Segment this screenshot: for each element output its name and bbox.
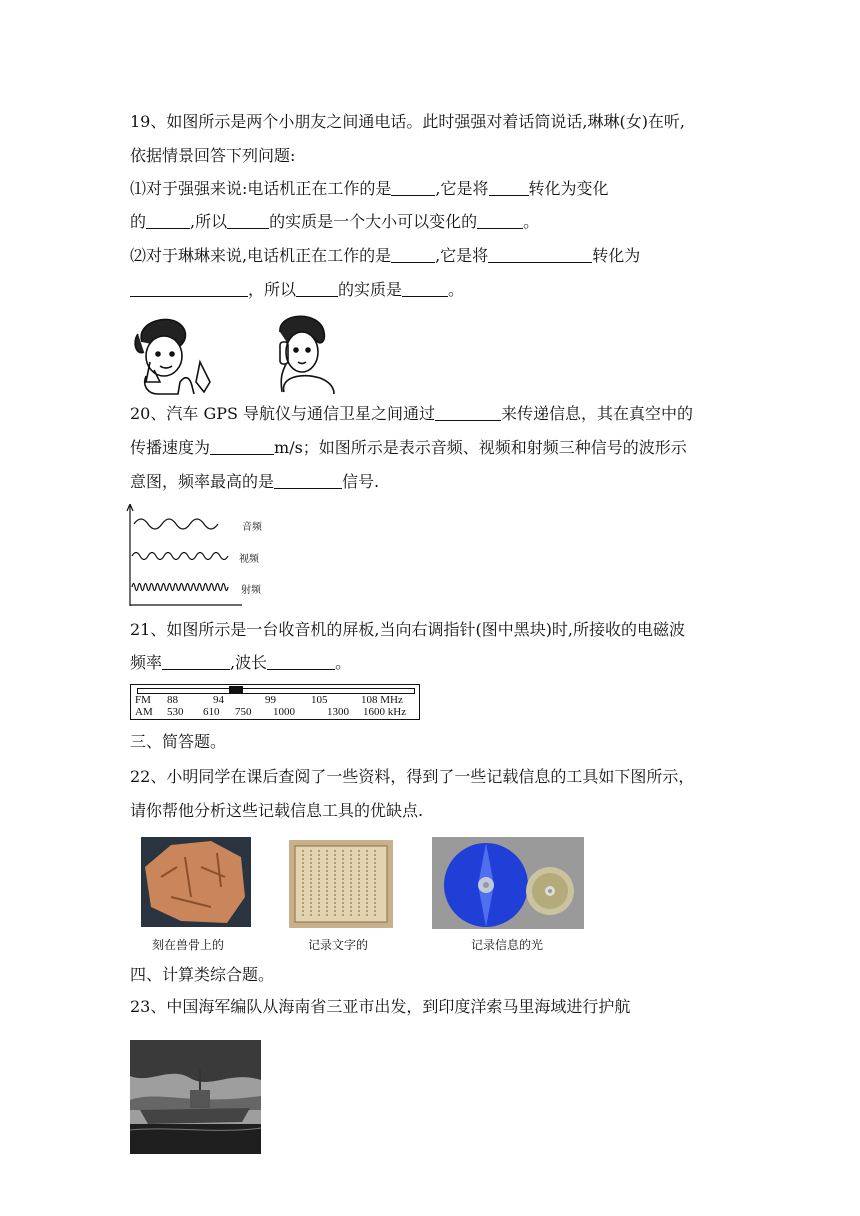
section-4-heading: 四、计算类综合题。 — [130, 965, 275, 984]
answer-blank[interactable] — [162, 653, 230, 670]
answer-blank[interactable] — [267, 653, 335, 670]
caption-text-record: 记录文字的 — [308, 938, 369, 952]
q22-line-1: 22、小明同学在课后查阅了一些资料，得到了一些记载信息的工具如下图所示， — [130, 767, 695, 786]
q21-line-2: 频率 ,波长 。 — [130, 653, 352, 672]
children-phone-illustration — [130, 312, 340, 396]
radio-tuner-panel: FM 88 94 99 105 108 MHz AM 530 610 750 1000 1300 1600 kHz — [130, 684, 420, 720]
video-label: 视频 — [239, 554, 259, 565]
answer-blank[interactable] — [391, 246, 435, 263]
audio-label: 音频 — [242, 522, 262, 533]
answer-blank[interactable] — [477, 212, 523, 229]
video-wave — [132, 553, 228, 560]
optical-disc-image — [432, 837, 584, 929]
caption-oracle-bone: 刻在兽骨上的 — [152, 938, 225, 952]
q20-line-2: 传播速度为 m/s；如图所示是表示音频、视频和射频三种信号的波形示 — [130, 438, 687, 457]
oracle-bone-image — [141, 837, 251, 927]
q19-line-4: 的 ,所以 的实质是一个大小可以变化的 。 — [130, 212, 540, 231]
q19-line-5: ⑵对于琳琳来说,电话机正在工作的是 ,它是将 转化为 — [130, 246, 641, 265]
audio-wave — [134, 519, 218, 529]
q21-line-1: 21、如图所示是一台收音机的屏板,当向右调指针(图中黑块)时,所接收的电磁波 — [130, 620, 686, 639]
q19-line-6: ，所以 的实质是 。 — [130, 279, 464, 301]
q19-line-1: 19、如图所示是两个小朋友之间通电话。此时强强对着话筒说话,琳琳(女)在听, — [130, 112, 686, 131]
section-3-heading: 三、简答题。 — [130, 732, 227, 751]
answer-blank[interactable] — [391, 179, 435, 196]
q19-line-2: 依据情景回答下列问题: — [130, 146, 296, 165]
caption-optical-disc: 记录信息的光 — [471, 938, 544, 952]
answer-blank[interactable] — [488, 246, 592, 263]
answer-blank[interactable] — [435, 404, 501, 421]
q22-line-2: 请你帮他分析这些记载信息工具的优缺点. — [130, 801, 424, 820]
answer-blank[interactable] — [489, 179, 529, 196]
tuner-pointer[interactable] — [229, 686, 243, 693]
radio-label: 射频 — [241, 585, 261, 596]
q23-line-1: 23、中国海军编队从海南省三亚市出发，到印度洋索马里海域进行护航 — [130, 997, 631, 1016]
navy-ship-image — [130, 1040, 261, 1154]
q20-line-3: 意图，频率最高的是 信号. — [130, 472, 380, 491]
q20-line-1: 20、汽车 GPS 导航仪与通信卫星之间通过 来传递信息，其在真空中的 — [130, 404, 694, 423]
radio-wave — [132, 584, 228, 591]
answer-blank[interactable] — [274, 472, 342, 489]
answer-blank[interactable] — [296, 280, 338, 297]
text-record-image — [289, 840, 393, 928]
answer-blank[interactable] — [210, 438, 274, 455]
answer-blank[interactable] — [402, 280, 448, 297]
waveform-diagram — [126, 504, 244, 608]
answer-blank[interactable] — [146, 212, 190, 229]
answer-blank[interactable] — [227, 212, 269, 229]
q19-line-3: ⑴对于强强来说:电话机正在工作的是 ,它是将 转化为变化 — [130, 179, 609, 198]
answer-blank[interactable] — [130, 280, 248, 297]
